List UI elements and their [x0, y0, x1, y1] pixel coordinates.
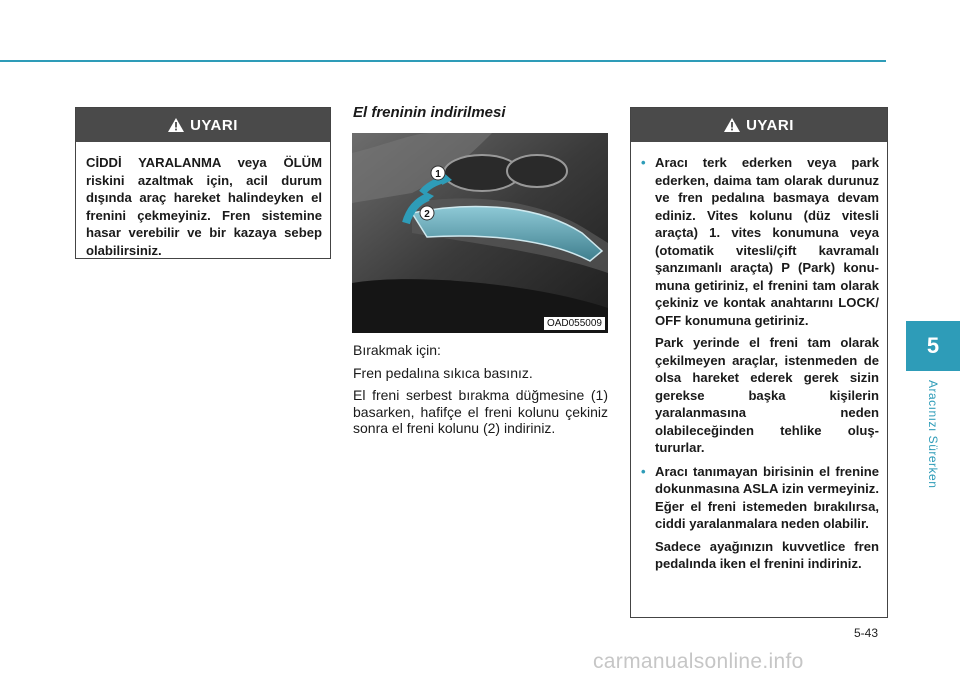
bullet-icon: •	[641, 155, 646, 170]
bullet-icon: •	[641, 463, 646, 479]
paragraph: Bırakmak için:	[353, 342, 441, 358]
warning-header	[631, 108, 887, 142]
list-item-note: Park yerinde el freni tam olarak çekilmeyen araçlar, istenmeden de olsa hareket ederek gerek sizin gerekse başka kişilerin yaralanmasına neden olabileceğinden tehlike oluştururlar.	[655, 335, 879, 455]
paragraph: Fren pedalına sıkıca basınız.	[353, 364, 533, 381]
warning-list	[631, 142, 887, 585]
section-title: El freninin indirilmesi	[353, 104, 506, 121]
callout-2: 2	[424, 209, 430, 220]
list-item	[641, 154, 879, 329]
watermark: carmanualsonline.info	[593, 650, 804, 673]
warning-triangle-icon	[168, 118, 184, 132]
callout-1: 1	[435, 169, 441, 180]
page-number: 5-43	[854, 626, 879, 640]
warning-header	[76, 108, 330, 142]
body-text	[353, 342, 608, 443]
image-code: OAD055009	[544, 317, 605, 330]
chapter-label: Aracınızı Sürerken	[926, 380, 940, 489]
warning-box-right	[630, 107, 888, 618]
warning-triangle-icon	[724, 118, 740, 132]
paragraph: El freni serbest bırakma düğmesine (1) basarken, hafifçe el freni kolunu çekiniz sonra el freni kolunu (2) indiriniz.	[353, 387, 608, 436]
list-item-text: Aracı terk ederken veya park ederken, daima tam olarak durunuz ve fren pedalına basmaya devam ediniz. Vites kolunu (düz vitesli araçta) 1. vites konumuna veya (otomatik vitesli/çift kavramalı şanzımanlı araçta) P (Park) konumuna getiriniz, el frenini tam olarak çekiniz ve kontak anahtarını LOCK/ OFF konumuna getiriniz.	[655, 155, 879, 328]
list-item-text: Aracı tanımayan birisinin el frenine dokunmasına ASLA izin vermeyiniz. Eğer el freni istemeden bırakılırsa, ciddi yaralanmalara neden olabilir.	[655, 463, 879, 531]
list-item	[641, 463, 879, 533]
warning-title: UYARI	[746, 116, 794, 134]
list-item-note: Sadece ayağınızın kuvvetlice fren pedalında iken el frenini indiriniz.	[655, 538, 879, 571]
chapter-tab: 5	[906, 321, 960, 371]
header-rule	[0, 60, 886, 62]
warning-text: CİDDİ YARALANMA veya ÖLÜM riskini azaltmak için, acil durum dışında araç hareket halindeyken el frenini çekmeyiniz. Fren sistemine hasar verebilir ve bir kazaya sebep olabilirsiniz.	[86, 155, 322, 258]
warning-box-left	[75, 107, 331, 259]
handbrake-photo	[352, 133, 608, 333]
warning-title: UYARI	[190, 116, 238, 134]
